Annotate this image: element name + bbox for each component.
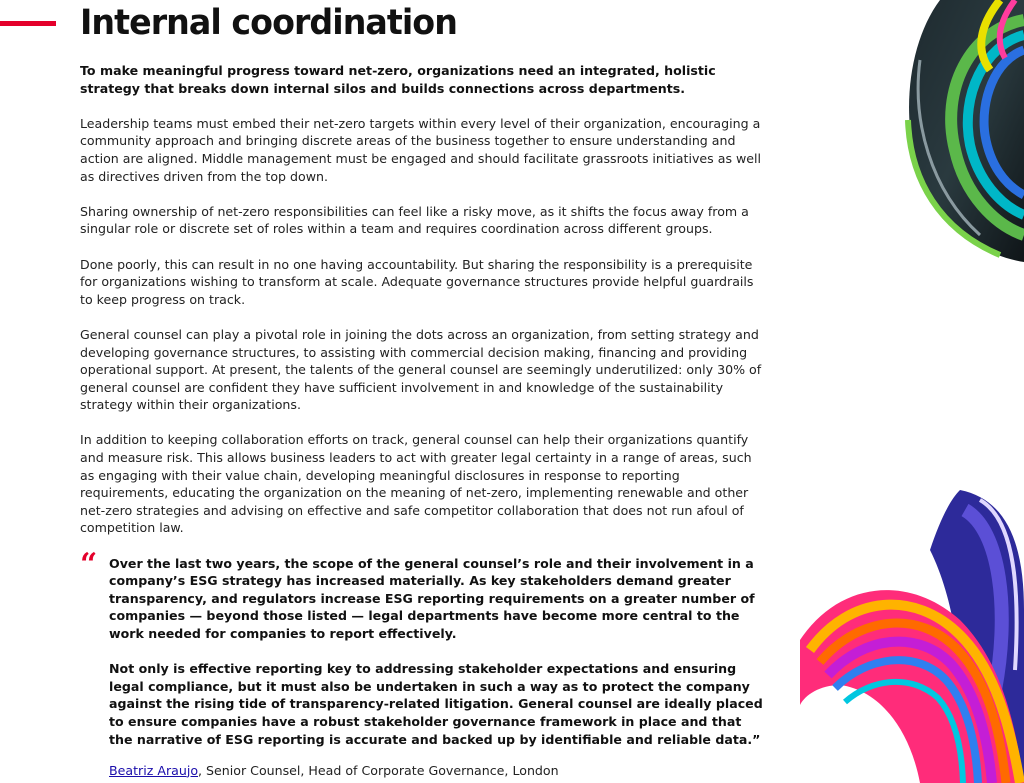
quote-paragraph-1: Over the last two years, the scope of the general counsel’s role and their involvement in a company’s ESG strategy has increased materially. As key stakeholders demand greater transparency, and regulators increase ESG reporting requirements on a greater number of companies — beyond those listed — legal departments have become more central to the work needed for companies to report effectively. — [109, 555, 755, 641]
pull-quote — [80, 546, 766, 780]
quote-attribution — [109, 762, 766, 780]
swirl-art-top — [900, 0, 1024, 262]
quote-mark-icon: “ — [80, 546, 98, 582]
body-paragraph-1: Leadership teams must embed their net-zero targets within every level of their organization, encouraging a community approach and bringing discrete areas of the business together to ensure understanding and action are aligned. Middle management must be engaged and should facilitate grassroots initiatives as well as directives driven from the top down. — [80, 115, 762, 184]
author-role: , Senior Counsel, Head of Corporate Governance, London — [198, 762, 559, 778]
body-paragraph-2: Sharing ownership of net-zero responsibilities can feel like a risky move, as it shifts the focus away from a singular role or discrete set of roles within a team and requires coordination across different groups. — [80, 203, 749, 237]
article-body — [80, 62, 766, 779]
body-paragraph-5: In addition to keeping collaboration efforts on track, general counsel can help their organizations quantify and measure risk. This allows business leaders to act with greater legal certainty in a range of areas, such as engaging with their value chain, developing meaningful disclosures in response to reporting requirements, educating the organization on the meaning of net-zero, implementing renewable and other net-zero strategies and advising on effective and safe competitor collaboration that does not run afoul of competition law. — [80, 432, 752, 536]
title-accent-bar — [0, 21, 56, 26]
author-link[interactable]: Beatriz Araujo — [109, 762, 199, 778]
page-title: Internal coordination — [80, 3, 457, 43]
body-paragraph-4: General counsel can play a pivotal role in joining the dots across an organization, from setting strategy and developing governance structures, to assisting with commercial decision making, financing and providing operational support. At present, the talents of the general counsel are seemingly underutilized: only 30% of general counsel are confident they have sufficient involvement in and knowledge of the sustainability strategy within their organizations. — [80, 326, 762, 413]
swirl-art-bottom — [800, 490, 1024, 783]
quote-paragraph-2: Not only is effective reporting key to addressing stakeholder expectations and ensuring legal compliance, but it must also be undertaken in such a way as to protect the company against the rising tide of transparency-related litigation. General counsel are ideally placed to ensure companies have a robust stakeholder governance framework in place and that the narrative of ESG reporting is accurate and backed up by identifiable and reliable data.” — [109, 661, 763, 747]
body-paragraph-3: Done poorly, this can result in no one having accountability. But sharing the responsibility is a prerequisite for organizations wishing to transform at scale. Adequate governance structures provide helpful guardrails to keep progress on track. — [80, 256, 754, 307]
lead-paragraph: To make meaningful progress toward net-zero, organizations need an integrated, holistic strategy that breaks down internal silos and builds connections across departments. — [80, 63, 716, 96]
